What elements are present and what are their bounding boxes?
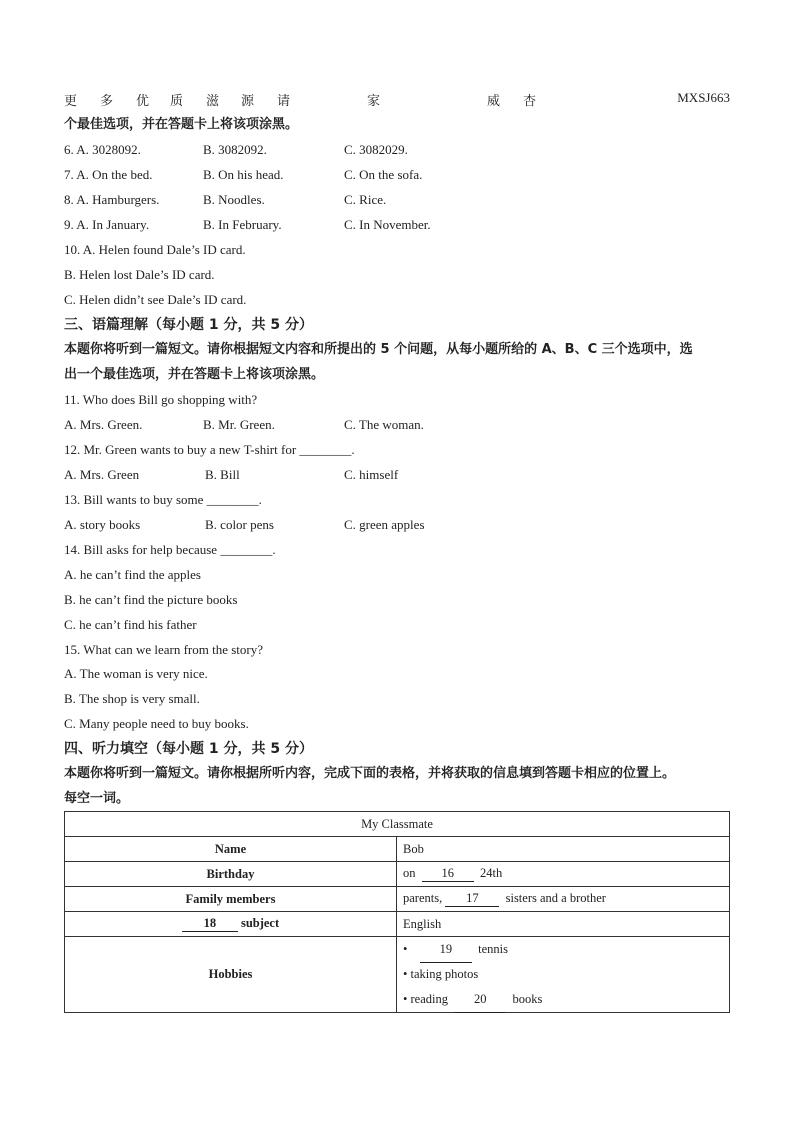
header-code: MXSJ663	[677, 90, 730, 105]
option-a: 7. A. On the bed.	[64, 167, 153, 182]
blank-18: 18	[182, 916, 238, 932]
question-stem: 13. Bill wants to buy some ________.	[64, 492, 262, 507]
question-row	[64, 167, 730, 183]
intro-tail: 个最佳选项，并在答题卡上将该项涂黑。	[64, 117, 299, 132]
classmate-table	[64, 811, 730, 1013]
question-stem: 15. What can we learn from the story?	[64, 642, 264, 657]
option-a: A. story books	[64, 517, 141, 532]
hobby3-post: books	[512, 992, 543, 1006]
option-b: B. color pens	[205, 517, 274, 532]
hobby-item	[403, 937, 723, 962]
header-char: 多	[100, 93, 114, 108]
option-b: B. Noodles.	[203, 192, 265, 207]
section3-instruction: 出一个最佳选项，并在答题卡上将该项涂黑。	[64, 367, 325, 382]
option-b: B. Mr. Green.	[203, 417, 275, 432]
option-a: A. he can’t find the apples	[64, 567, 201, 582]
table-row	[65, 862, 730, 887]
question-stem: 12. Mr. Green wants to buy a new T-shirt for ________.	[64, 442, 355, 457]
section4-title: 四、听力填空（每小题 1 分，共 5 分）	[64, 741, 313, 757]
blank-20: 20	[454, 987, 506, 1013]
option-a: 9. A. In January.	[64, 217, 150, 232]
option-c: C. green apples	[344, 517, 425, 532]
hobby-item: • taking photos	[403, 967, 479, 981]
section4-instruction: 每空一词。	[64, 791, 130, 806]
row-value: English	[397, 912, 730, 937]
row-label: Hobbies	[65, 937, 397, 1013]
section3-title: 三、语篇理解（每小题 1 分，共 5 分）	[64, 317, 313, 333]
option-c: C. On the sofa.	[344, 167, 423, 182]
option-b: B. On his head.	[203, 167, 284, 182]
bullet: •	[403, 942, 408, 956]
question-row	[64, 417, 730, 433]
hobby3-pre: • reading	[403, 992, 448, 1006]
section3-instruction: 本题你将听到一篇短文。请你根据短文内容和所提出的 5 个问题，从每小题所给的 A、B、C 三个选项中，选	[64, 342, 693, 357]
blank-17: 17	[445, 891, 499, 907]
blank-16: 16	[422, 866, 474, 882]
option-a: A. Mrs. Green	[64, 467, 140, 482]
option-c: C. Many people need to buy books.	[64, 716, 249, 731]
page-header	[64, 90, 730, 108]
option-c: C. 3082029.	[344, 142, 408, 157]
question-stem: 14. Bill asks for help because ________.	[64, 542, 276, 557]
section4-instruction: 本题你将听到一篇短文。请你根据所听内容，完成下面的表格，并将获取的信息填到答题卡相应的位置上。	[64, 766, 676, 781]
option-b: B. The shop is very small.	[64, 691, 200, 706]
option-c: C. In November.	[344, 217, 431, 232]
option-a: A. Mrs. Green.	[64, 417, 143, 432]
birthday-post: 24th	[480, 866, 503, 880]
option-c: C. Rice.	[344, 192, 387, 207]
option-c: C. himself	[344, 467, 399, 482]
row-value: Bob	[397, 837, 730, 862]
header-char: 杏	[523, 93, 537, 108]
family-pre: parents,	[403, 891, 443, 905]
q10-option-b: B. Helen lost Dale’s ID card.	[64, 267, 215, 282]
option-b: B. In February.	[203, 217, 282, 232]
question-row	[64, 517, 730, 533]
table-row	[65, 837, 730, 862]
row-label: Birthday	[65, 862, 397, 887]
option-c: C. The woman.	[344, 417, 424, 432]
table-row	[65, 912, 730, 937]
option-a: 8. A. Hamburgers.	[64, 192, 160, 207]
question-stem: 11. Who does Bill go shopping with?	[64, 392, 258, 407]
header-char: 滋	[206, 93, 220, 108]
row-value	[397, 862, 730, 887]
table-row	[65, 887, 730, 912]
q10-option-a: 10. A. Helen found Dale’s ID card.	[64, 242, 246, 257]
question-row	[64, 467, 730, 483]
header-char: 优	[136, 93, 150, 108]
hobby1-post: tennis	[478, 942, 508, 956]
row-label	[65, 912, 397, 937]
header-char: 威	[487, 93, 501, 108]
option-c: C. he can’t find his father	[64, 617, 197, 632]
table-row	[65, 937, 730, 1013]
q10-option-c: C. Helen didn’t see Dale’s ID card.	[64, 292, 247, 307]
subject-label: subject	[240, 916, 280, 930]
row-label: Family members	[65, 887, 397, 912]
row-label: Name	[65, 837, 397, 862]
option-b: B. he can’t find the picture books	[64, 592, 238, 607]
hobby-item	[403, 987, 723, 1012]
table-caption: My Classmate	[65, 812, 730, 837]
birthday-pre: on	[403, 866, 416, 880]
header-char: 更	[64, 93, 78, 108]
row-value	[397, 937, 730, 1013]
option-a: 6. A. 3028092.	[64, 142, 141, 157]
header-char: 质	[170, 93, 184, 108]
header-char: 家	[367, 93, 381, 108]
option-b: B. 3082092.	[203, 142, 267, 157]
option-a: A. The woman is very nice.	[64, 666, 208, 681]
option-b: B. Bill	[205, 467, 240, 482]
header-char: 请	[277, 93, 291, 108]
header-char: 源	[241, 93, 255, 108]
question-row	[64, 192, 730, 208]
row-value	[397, 887, 730, 912]
blank-19: 19	[420, 937, 472, 963]
family-post: sisters and a brother	[505, 891, 606, 905]
question-row	[64, 142, 730, 158]
question-row	[64, 217, 730, 233]
